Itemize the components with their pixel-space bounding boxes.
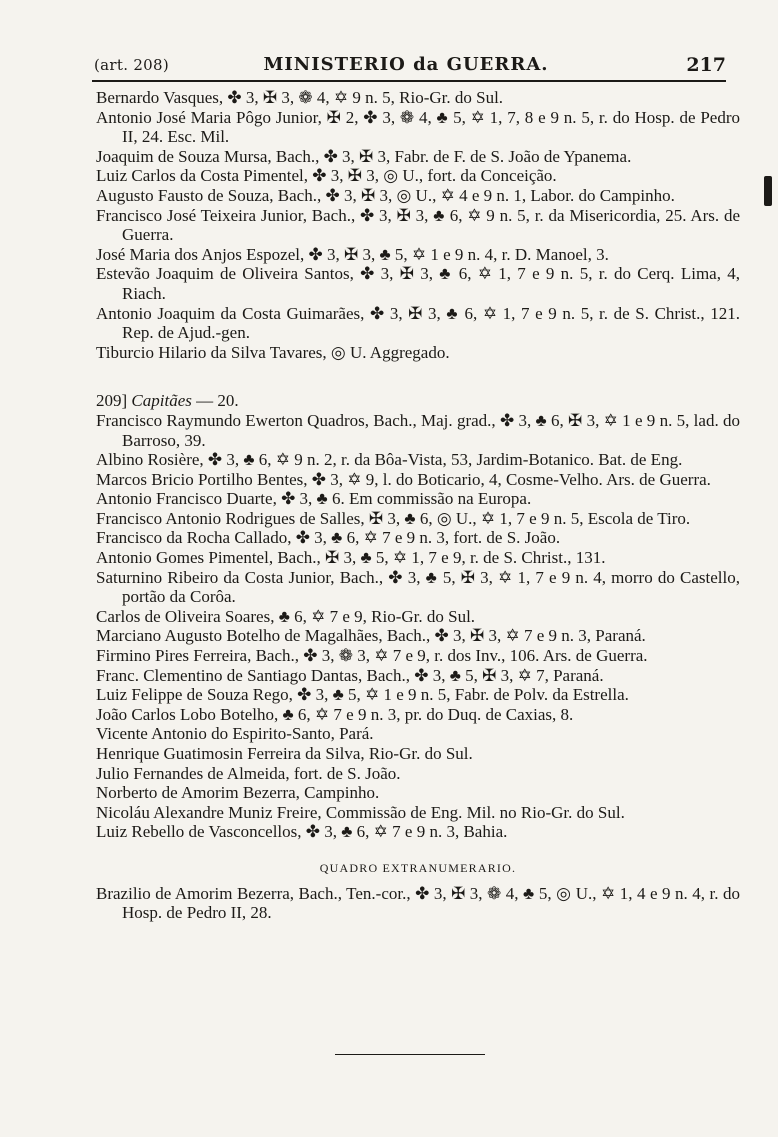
roster-entry: Luiz Rebello de Vasconcellos, ✤ 3, ♣ 6, ✡ 7 e 9 n. 3, Bahia. [96,822,508,842]
closing-rule [335,1054,485,1055]
roster-entry: Francisco Antonio Rodrigues de Salles, ✠ 3, ♣ 6, ◎ U., ✡ 1, 7 e 9 n. 5, Escola de Tiro. [96,508,691,528]
roster-entry: Tiburcio Hilario da Silva Tavares, ◎ U. Aggregado. [96,342,450,362]
roster-entry: Carlos de Oliveira Soares, ♣ 6, ✡ 7 e 9, Rio-Gr. do Sul. [96,606,476,626]
roster-entry: Marcos Bricio Portilho Bentes, ✤ 3, ✡ 9, l. do Boticario, 4, Cosme-Velho. Ars. de Guerra. [96,469,711,489]
roster-entry: Albino Rosière, ✤ 3, ♣ 6, ✡ 9 n. 2, r. da Bôa-Vista, 53, Jardim-Botanico. Bat. de Eng. [96,450,683,470]
roster-entry: Luiz Carlos da Costa Pimentel, ✤ 3, ✠ 3, ◎ U., fort. da Conceição. [96,166,557,186]
section-title: Capitães [131,391,192,411]
roster-entry: Francisco da Rocha Callado, ✤ 3, ♣ 6, ✡ 7 e 9 n. 3, fort. de S. João. [96,528,561,548]
roster-entry: Francisco José Teixeira Junior, Bach., ✤ 3, ✠ 3, ♣ 6, ✡ 9 n. 5, r. da Misericordia, 25. Ars. de Guerra. [96,205,740,245]
margin-ink-mark [764,176,772,206]
roster-entry: Norberto de Amorim Bezerra, Campinho. [96,783,380,803]
roster-entry: Antonio Francisco Duarte, ✤ 3, ♣ 6. Em commissão na Europa. [96,489,532,509]
roster-entry: João Carlos Lobo Botelho, ♣ 6, ✡ 7 e 9 n. 3, pr. do Duq. de Caxias, 8. [96,704,574,724]
roster-entry: Julio Fernandes de Almeida, fort. de S. João. [96,763,401,783]
roster-entry: Nicoláu Alexandre Muniz Freire, Commissão de Eng. Mil. no Rio-Gr. do Sul. [96,802,625,822]
roster-entry: Marciano Augusto Botelho de Magalhães, Bach., ✤ 3, ✠ 3, ✡ 7 e 9 n. 3, Paraná. [96,626,646,646]
roster-entry: Luiz Felippe de Souza Rego, ✤ 3, ♣ 5, ✡ 1 e 9 n. 5, Fabr. de Polv. da Estrella. [96,685,629,705]
roster-entry: José Maria dos Anjos Espozel, ✤ 3, ✠ 3, ♣ 5, ✡ 1 e 9 n. 4, r. D. Manoel, 3. [96,244,609,264]
roster-entry: Henrique Guatimosin Ferreira da Silva, Rio-Gr. do Sul. [96,744,473,763]
roster-entry: Antonio Joaquim da Costa Guimarães, ✤ 3, ✠ 3, ♣ 6, ✡ 1, 7 e 9 n. 5, r. de S. Christ., 121. Rep. de Ajud.-gen. [96,303,740,343]
roster-entry: Bernardo Vasques, ✤ 3, ✠ 3, ❁ 4, ✡ 9 n. 5, Rio-Gr. do Sul. [96,88,504,107]
roster-entry: Augusto Fausto de Souza, Bach., ✤ 3, ✠ 3, ◎ U., ✡ 4 e 9 n. 1, Labor. do Campinho. [96,185,675,205]
roster-entry: Firmino Pires Ferreira, Bach., ✤ 3, ❁ 3, ✡ 7 e 9, r. dos Inv., 106. Ars. de Guerra. [96,646,648,666]
page-title: MINISTERIO da GUERRA. [263,54,549,75]
section-count: — 20. [196,391,239,411]
roster-entry: Estevão Joaquim de Oliveira Santos, ✤ 3, ✠ 3, ♣ 6, ✡ 1, 7 e 9 n. 5, r. do Cerq. Lima, 4, Riach. [96,264,740,303]
roster-entry: Vicente Antonio do Espirito-Santo, Pará. [96,724,374,744]
section-spacer [96,362,740,391]
roster-entry: Joaquim de Souza Mursa, Bach., ✤ 3, ✠ 3, Fabr. de F. de S. João de Ypanema. [96,146,632,166]
roster-entry: Francisco Raymundo Ewerton Quadros, Bach., Maj. grad., ✤ 3, ♣ 6, ✠ 3, ✡ 1 e 9 n. 5, lad. do Barroso, 39. [96,410,740,450]
roster-entry: Antonio Gomes Pimentel, Bach., ✠ 3, ♣ 5, ✡ 1, 7 e 9, r. de S. Christ., 131. [96,548,606,568]
roster-entry: Antonio José Maria Pôgo Junior, ✠ 2, ✤ 3, ❁ 4, ♣ 5, ✡ 1, 7, 8 e 9 n. 5, r. do Hosp. de Pedro II, 24. Esc. Mil. [96,107,740,147]
section-heading [96,391,740,411]
running-header [86,48,726,78]
article-reference: (art. 208) [94,56,170,74]
roster-entry: Saturnino Ribeiro da Costa Junior, Bach., ✤ 3, ♣ 5, ✠ 3, ✡ 1, 7 e 9 n. 4, morro do Castello, portão da Corôa. [96,567,740,607]
section-number: 209] [96,391,128,411]
roster-entry: Franc. Clementino de Santiago Dantas, Bach., ✤ 3, ♣ 5, ✠ 3, ✡ 7, Paraná. [96,665,604,685]
header-rule [92,80,726,82]
page-number: 217 [686,54,726,76]
roster-entry: Brazilio de Amorim Bezerra, Bach., Ten.-cor., ✤ 3, ✠ 3, ❁ 4, ♣ 5, ◎ U., ✡ 1, 4 e 9 n. 4, r. do Hosp. de Pedro II, 28. [96,883,740,923]
roster-text [96,88,740,923]
quadro-heading: QUADRO EXTRANUMERARIO. [319,860,517,875]
